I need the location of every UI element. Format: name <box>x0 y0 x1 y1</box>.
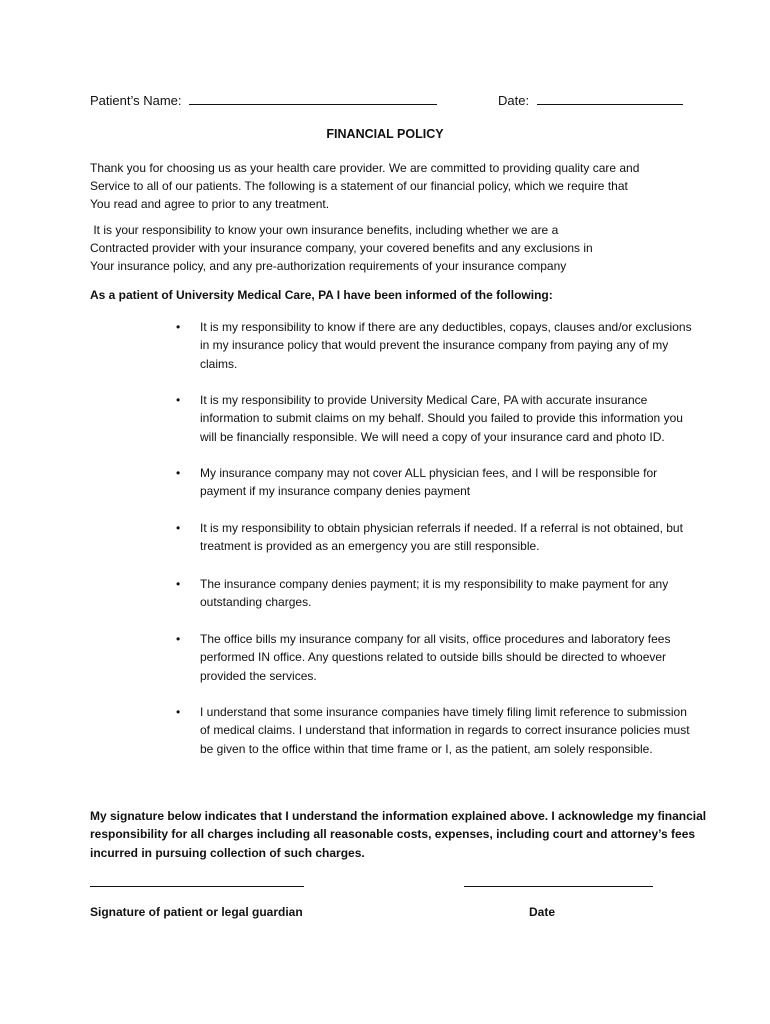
date-label: Date: <box>498 93 530 108</box>
signature-date-field[interactable] <box>464 886 653 887</box>
list-item-line: The insurance company denies payment; it is my responsibility to make payment for any <box>200 577 669 591</box>
list-item-line: provided the services. <box>200 668 317 683</box>
list-item <box>176 519 696 556</box>
intro-paragraph <box>90 159 660 213</box>
informed-heading: As a patient of University Medical Care, PA I have been informed of the following: <box>90 288 553 302</box>
list-item <box>176 464 696 501</box>
list-item-line: of medical claims. I understand that information in regards to correct insurance policies must <box>200 723 690 738</box>
responsibility-paragraph <box>90 221 660 275</box>
list-item <box>176 575 696 612</box>
date-row <box>498 93 683 108</box>
list-item-line: information to submit claims on my behalf. Should you failed to provide this information you <box>200 411 683 426</box>
acknowledgment-paragraph <box>90 807 707 862</box>
intro-line: Service to all of our patients. The following is a statement of our financial policy, which we require that <box>90 179 628 193</box>
list-item-line: will be financially responsible. We will need a copy of your insurance card and photo ID. <box>200 429 665 444</box>
list-item-line: in my insurance policy that would prevent the insurance company from paying any of my <box>200 338 669 353</box>
patient-name-field[interactable] <box>189 103 437 105</box>
list-item <box>176 391 696 446</box>
acknowledgment-line: responsibility for all charges including all reasonable costs, expenses, including court and attorney’s fees <box>90 827 696 842</box>
patient-signature-field[interactable] <box>90 886 304 887</box>
intro-line: You read and agree to prior to any treatment. <box>90 197 330 211</box>
list-item-line: The office bills my insurance company for all visits, office procedures and laboratory fees <box>200 632 671 646</box>
list-item-line: It is my responsibility to obtain physician referrals if needed. If a referral is not obtained, but <box>200 521 683 535</box>
list-item-line: It is my responsibility to provide University Medical Care, PA with accurate insurance <box>200 393 648 407</box>
bullet-icon: • <box>176 320 181 334</box>
patient-name-row <box>90 93 437 108</box>
list-item-line: My insurance company may not cover ALL physician fees, and I will be responsible for <box>200 466 658 480</box>
list-item-line: claims. <box>200 356 238 371</box>
page-title: FINANCIAL POLICY <box>326 127 444 141</box>
bullet-icon: • <box>176 521 181 535</box>
list-item-line: outstanding charges. <box>200 595 312 610</box>
patient-name-label: Patient’s Name: <box>90 93 182 108</box>
patient-signature-label: Signature of patient or legal guardian <box>90 905 303 919</box>
signature-date-label: Date <box>529 905 556 919</box>
responsibility-line: It is your responsibility to know your own insurance benefits, including whether we are a <box>90 223 559 237</box>
list-item-line: It is my responsibility to know if there are any deductibles, copays, clauses and/or exclusions <box>200 320 692 334</box>
responsibility-line: Contracted provider with your insurance company, your covered benefits and any exclusions in <box>90 241 593 255</box>
acknowledgment-line: incurred in pursuing collection of such charges. <box>90 845 365 860</box>
list-item <box>176 703 696 758</box>
bullet-icon: • <box>176 466 181 480</box>
bullet-icon: • <box>176 393 181 407</box>
list-item-line: payment if my insurance company denies payment <box>200 484 471 499</box>
responsibility-line: Your insurance policy, and any pre-authorization requirements of your insurance company <box>90 259 567 273</box>
acknowledgment-line: My signature below indicates that I understand the information explained above. I acknowledge my financial <box>90 809 707 823</box>
intro-line: Thank you for choosing us as your health care provider. We are committed to providing quality care and <box>90 161 640 175</box>
list-item-line: I understand that some insurance companies have timely filing limit reference to submission <box>200 705 687 719</box>
list-item-line: be given to the office within that time frame or I, as the patient, am solely responsible. <box>200 741 653 756</box>
list-item-line: treatment is provided as an emergency you are still responsible. <box>200 539 540 554</box>
bullet-icon: • <box>176 577 181 591</box>
list-item <box>176 318 696 373</box>
list-item <box>176 630 696 685</box>
list-item-line: performed IN office. Any questions related to outside bills should be directed to whoever <box>200 650 667 665</box>
date-field[interactable] <box>537 103 683 105</box>
bullet-icon: • <box>176 705 181 719</box>
bullet-icon: • <box>176 632 181 646</box>
